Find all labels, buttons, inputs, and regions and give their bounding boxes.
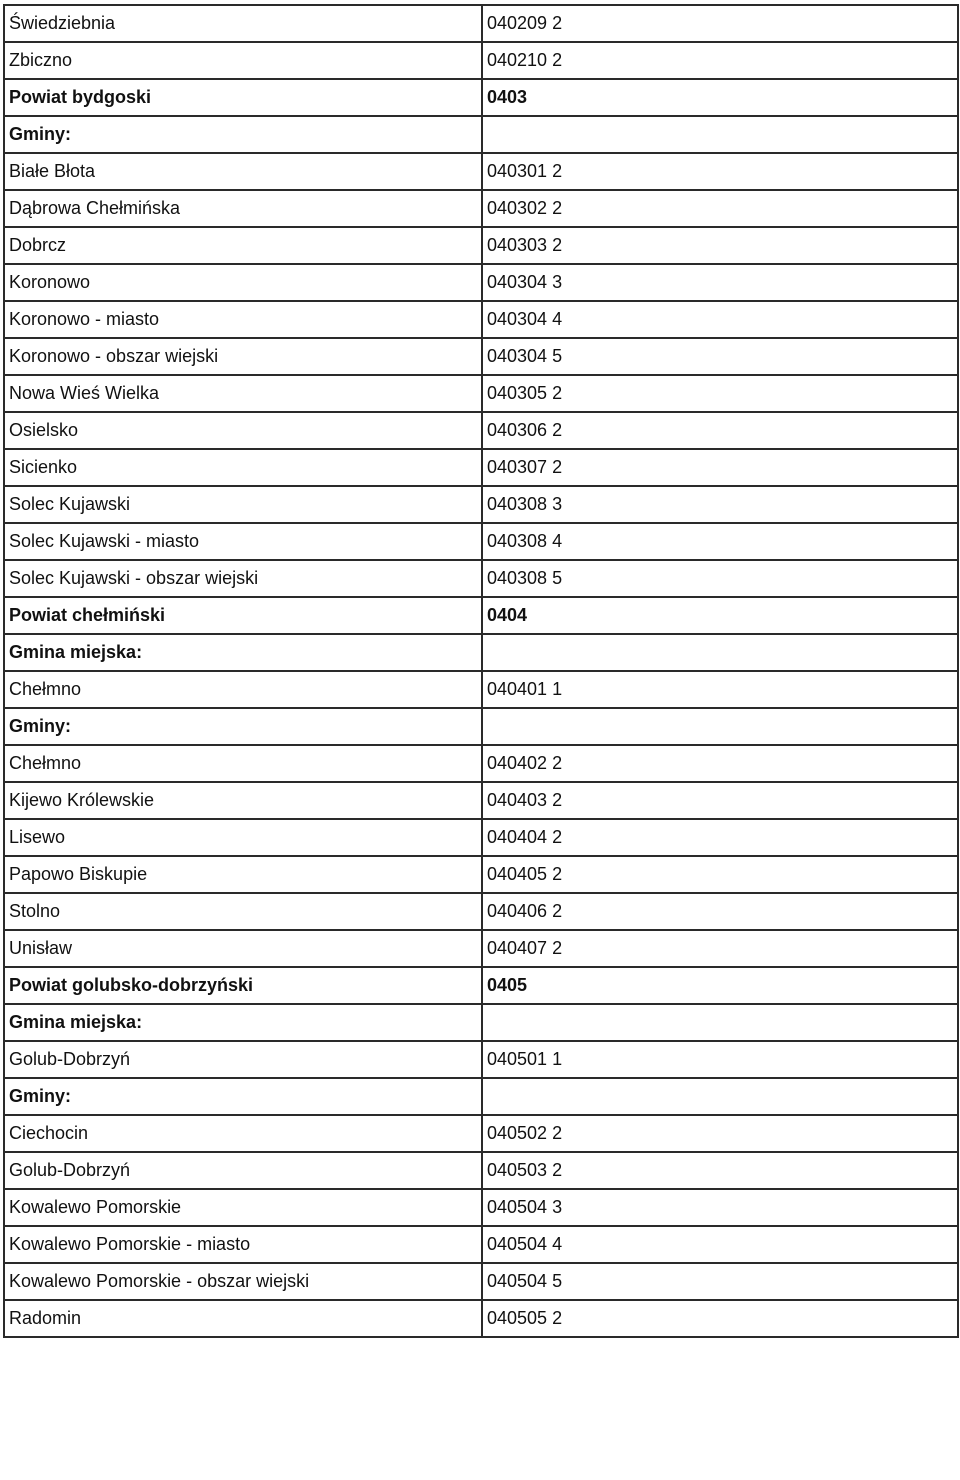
unit-code-cell: 040404 2	[482, 819, 958, 856]
unit-code-cell: 040402 2	[482, 745, 958, 782]
unit-name-cell: Gmina miejska:	[4, 1004, 482, 1041]
table-row	[4, 153, 958, 190]
unit-name-cell: Solec Kujawski - miasto	[4, 523, 482, 560]
unit-code-cell: 040301 2	[482, 153, 958, 190]
table-row	[4, 1152, 958, 1189]
document-page	[3, 4, 957, 1338]
section-header-row	[4, 597, 958, 634]
territorial-code-table	[3, 4, 959, 1338]
unit-name-cell: Kowalewo Pomorskie - obszar wiejski	[4, 1263, 482, 1300]
unit-name-cell: Radomin	[4, 1300, 482, 1337]
unit-code-cell: 0403	[482, 79, 958, 116]
section-header-row	[4, 1004, 958, 1041]
unit-code-cell	[482, 708, 958, 745]
table-body	[4, 5, 958, 1337]
unit-code-cell: 040502 2	[482, 1115, 958, 1152]
table-row	[4, 745, 958, 782]
unit-code-cell: 040406 2	[482, 893, 958, 930]
table-row	[4, 1226, 958, 1263]
unit-code-cell: 040304 5	[482, 338, 958, 375]
unit-code-cell: 040407 2	[482, 930, 958, 967]
unit-name-cell: Białe Błota	[4, 153, 482, 190]
unit-name-cell: Osielsko	[4, 412, 482, 449]
unit-code-cell: 040504 5	[482, 1263, 958, 1300]
table-row	[4, 1189, 958, 1226]
unit-name-cell: Świedziebnia	[4, 5, 482, 42]
unit-name-cell: Powiat chełmiński	[4, 597, 482, 634]
unit-name-cell: Lisewo	[4, 819, 482, 856]
table-row	[4, 1300, 958, 1337]
unit-name-cell: Ciechocin	[4, 1115, 482, 1152]
unit-name-cell: Kowalewo Pomorskie	[4, 1189, 482, 1226]
unit-code-cell: 040210 2	[482, 42, 958, 79]
unit-name-cell: Golub-Dobrzyń	[4, 1152, 482, 1189]
table-row	[4, 486, 958, 523]
unit-name-cell: Gminy:	[4, 1078, 482, 1115]
unit-code-cell: 040303 2	[482, 227, 958, 264]
unit-code-cell: 040308 4	[482, 523, 958, 560]
unit-code-cell: 040304 3	[482, 264, 958, 301]
unit-name-cell: Dobrcz	[4, 227, 482, 264]
unit-name-cell: Gminy:	[4, 116, 482, 153]
unit-code-cell: 040306 2	[482, 412, 958, 449]
unit-name-cell: Powiat golubsko-dobrzyński	[4, 967, 482, 1004]
table-row	[4, 338, 958, 375]
unit-name-cell: Chełmno	[4, 671, 482, 708]
unit-code-cell	[482, 116, 958, 153]
table-row	[4, 449, 958, 486]
unit-name-cell: Kowalewo Pomorskie - miasto	[4, 1226, 482, 1263]
table-row	[4, 930, 958, 967]
unit-code-cell: 040307 2	[482, 449, 958, 486]
table-row	[4, 1263, 958, 1300]
unit-code-cell: 040209 2	[482, 5, 958, 42]
unit-name-cell: Powiat bydgoski	[4, 79, 482, 116]
unit-name-cell: Nowa Wieś Wielka	[4, 375, 482, 412]
unit-name-cell: Kijewo Królewskie	[4, 782, 482, 819]
unit-code-cell: 040504 4	[482, 1226, 958, 1263]
unit-code-cell: 0405	[482, 967, 958, 1004]
unit-name-cell: Sicienko	[4, 449, 482, 486]
unit-code-cell: 040501 1	[482, 1041, 958, 1078]
unit-code-cell: 040505 2	[482, 1300, 958, 1337]
section-header-row	[4, 79, 958, 116]
unit-code-cell	[482, 1004, 958, 1041]
section-header-row	[4, 1078, 958, 1115]
unit-code-cell	[482, 1078, 958, 1115]
table-row	[4, 523, 958, 560]
section-header-row	[4, 116, 958, 153]
unit-code-cell: 040503 2	[482, 1152, 958, 1189]
table-row	[4, 1115, 958, 1152]
unit-code-cell: 040305 2	[482, 375, 958, 412]
unit-name-cell: Gmina miejska:	[4, 634, 482, 671]
unit-name-cell: Zbiczno	[4, 42, 482, 79]
unit-code-cell: 040304 4	[482, 301, 958, 338]
unit-name-cell: Koronowo - obszar wiejski	[4, 338, 482, 375]
unit-name-cell: Dąbrowa Chełmińska	[4, 190, 482, 227]
table-row	[4, 671, 958, 708]
table-row	[4, 560, 958, 597]
section-header-row	[4, 634, 958, 671]
section-header-row	[4, 708, 958, 745]
unit-code-cell: 040403 2	[482, 782, 958, 819]
section-header-row	[4, 967, 958, 1004]
unit-name-cell: Solec Kujawski - obszar wiejski	[4, 560, 482, 597]
table-row	[4, 412, 958, 449]
unit-name-cell: Koronowo	[4, 264, 482, 301]
unit-name-cell: Koronowo - miasto	[4, 301, 482, 338]
unit-name-cell: Stolno	[4, 893, 482, 930]
unit-code-cell: 040405 2	[482, 856, 958, 893]
table-row	[4, 856, 958, 893]
unit-code-cell: 0404	[482, 597, 958, 634]
table-row	[4, 893, 958, 930]
table-row	[4, 264, 958, 301]
unit-code-cell	[482, 634, 958, 671]
table-row	[4, 42, 958, 79]
table-row	[4, 375, 958, 412]
unit-name-cell: Chełmno	[4, 745, 482, 782]
table-row	[4, 190, 958, 227]
table-row	[4, 782, 958, 819]
unit-name-cell: Unisław	[4, 930, 482, 967]
table-row	[4, 819, 958, 856]
unit-name-cell: Papowo Biskupie	[4, 856, 482, 893]
unit-name-cell: Solec Kujawski	[4, 486, 482, 523]
unit-name-cell: Golub-Dobrzyń	[4, 1041, 482, 1078]
unit-name-cell: Gminy:	[4, 708, 482, 745]
table-row	[4, 5, 958, 42]
unit-code-cell: 040302 2	[482, 190, 958, 227]
unit-code-cell: 040308 3	[482, 486, 958, 523]
table-row	[4, 301, 958, 338]
table-row	[4, 1041, 958, 1078]
unit-code-cell: 040308 5	[482, 560, 958, 597]
table-row	[4, 227, 958, 264]
unit-code-cell: 040504 3	[482, 1189, 958, 1226]
unit-code-cell: 040401 1	[482, 671, 958, 708]
